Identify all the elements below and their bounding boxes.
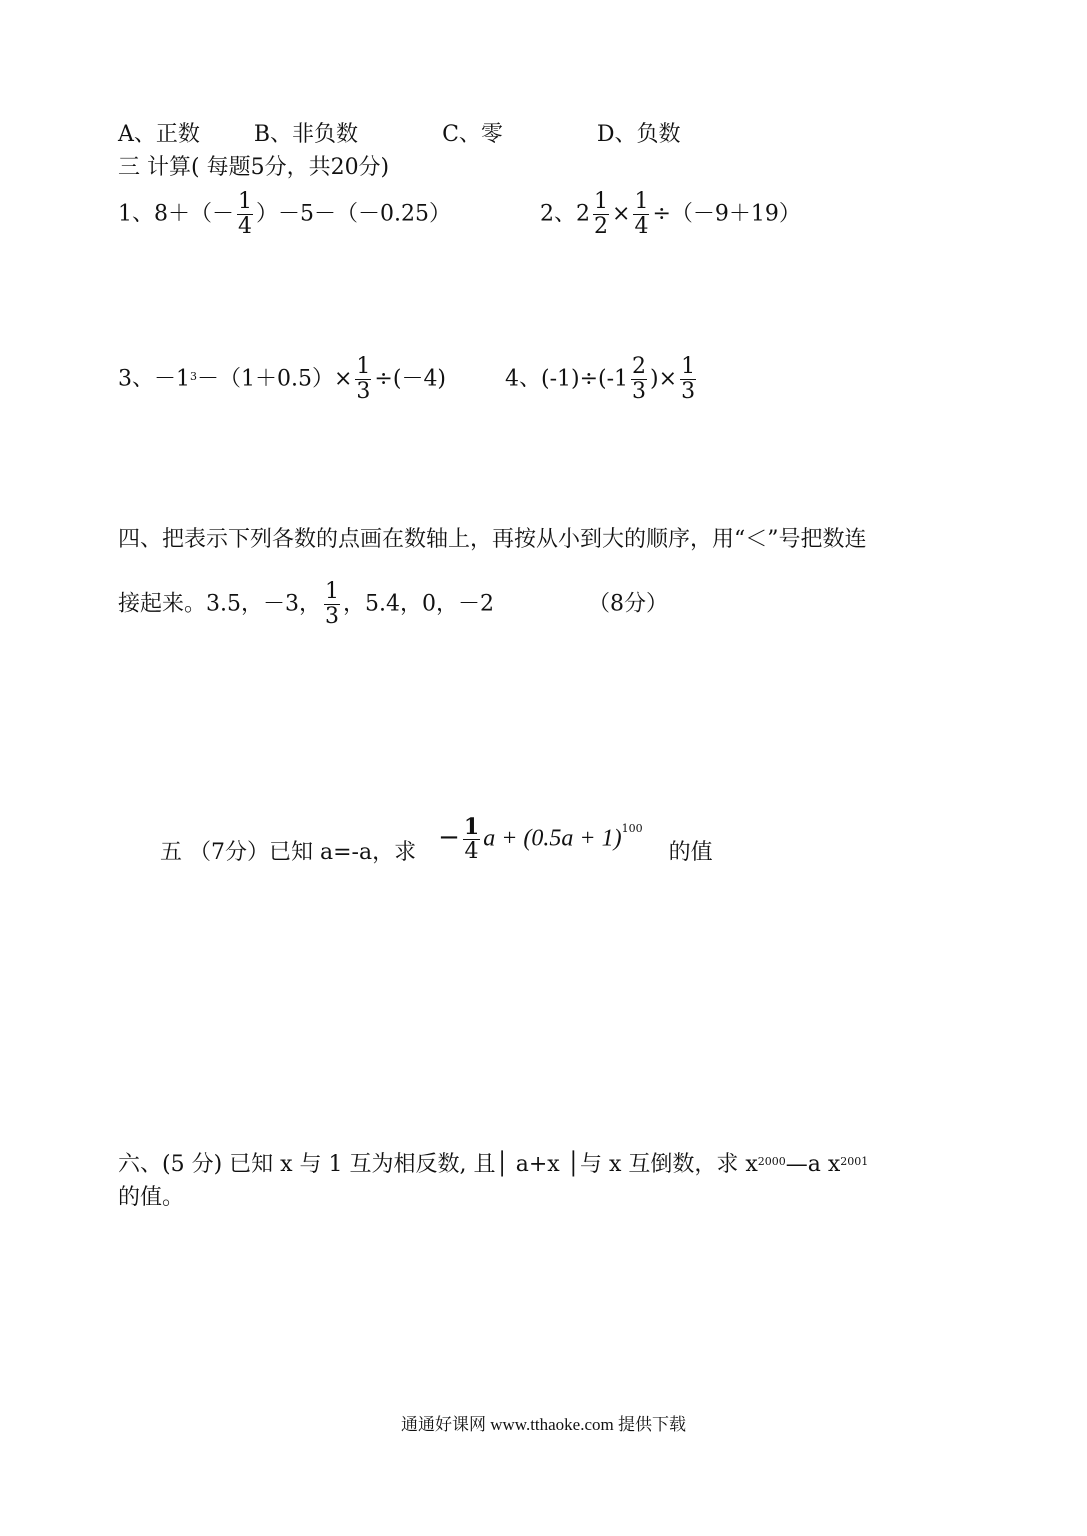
q1-suffix: ）－5－（－0.25） (256, 201, 451, 227)
q2-suffix: ÷（－9＋19） (652, 201, 801, 227)
section4-fraction (324, 580, 340, 629)
choice-a: A、正数 (118, 122, 200, 147)
q2-f2-numerator: 1 (634, 189, 649, 214)
section5-minus: − (438, 822, 460, 853)
section3-heading: 三 计算( 每题5分，共20分) (118, 155, 390, 180)
section4-line1: 四、把表示下列各数的点画在数轴上，再按从小到大的顺序，用“＜”号把数连 (118, 527, 867, 552)
section6-exponent-2: 2001 (840, 1155, 869, 1168)
section6-line1 (118, 1152, 868, 1181)
section6-line2: 的值。 (118, 1185, 185, 1210)
section4-denominator: 3 (325, 604, 339, 629)
section5-suffix: 的值 (668, 839, 713, 865)
q1-prefix: 1、8＋（－ (118, 201, 234, 227)
section4-suffix: ，5.4，0，－2 (343, 591, 494, 617)
section4-line2 (118, 580, 668, 629)
q1-denominator: 4 (238, 214, 252, 239)
q2-fraction-2 (633, 190, 649, 239)
q2-f2-denominator: 4 (634, 214, 649, 239)
choice-d: D、负数 (596, 122, 681, 147)
q3-numerator: 1 (356, 354, 371, 379)
section4-prefix: 接起来。3.5，－3， (118, 591, 321, 617)
q1-fraction (237, 190, 253, 239)
section6-exponent-1: 2000 (757, 1155, 786, 1168)
q2-f1-numerator: 1 (594, 189, 608, 214)
section5 (160, 815, 713, 864)
section5-numerator: 1 (463, 814, 480, 840)
choice-row (118, 122, 681, 148)
page-footer: 通通好课网 www.tthaoke.com 提供下载 (400, 1415, 687, 1434)
section4-numerator: 1 (325, 579, 339, 604)
question-2 (540, 190, 801, 239)
question-1 (118, 190, 451, 239)
q3-prefix: 3、－1 (118, 366, 190, 392)
choice-b: B、非负数 (253, 122, 359, 147)
q4-middle: )× (650, 366, 678, 392)
q4-f1-numerator: 2 (632, 354, 647, 379)
q3-fraction (355, 355, 371, 404)
q4-f1-denominator: 3 (632, 379, 647, 404)
section5-expression: a + (0.5a + 1) (483, 825, 622, 852)
q3-denominator: 3 (356, 379, 371, 404)
q3-exponent: 3 (190, 369, 197, 383)
q2-f1-denominator: 2 (594, 214, 608, 239)
q1-numerator: 1 (238, 189, 252, 214)
question-4 (505, 355, 699, 404)
section5-exponent: 100 (621, 821, 643, 835)
section6-text-b: —a x (785, 1152, 841, 1177)
q3-suffix: ÷(－4) (374, 366, 447, 392)
q4-prefix: 4、(-1)÷(-1 (505, 366, 629, 392)
q2-prefix: 2、2 (540, 201, 590, 227)
q4-f2-numerator: 1 (681, 354, 696, 379)
q4-f2-denominator: 3 (681, 379, 696, 404)
q3-middle: －（1＋0.5）× (197, 366, 353, 392)
section5-denominator: 4 (464, 839, 479, 864)
section6-text-a: 六、(5 分) 已知 x 与 1 互为相反数, 且│ a+x │与 x 互倒数，求 x (118, 1152, 758, 1177)
q2-times: × (612, 201, 631, 227)
q2-fraction-1 (593, 190, 609, 239)
choice-c: C、零 (442, 122, 503, 147)
question-3 (118, 355, 446, 404)
section4-points: （8分） (587, 591, 668, 617)
q4-fraction-1 (631, 355, 647, 404)
section5-fraction (463, 815, 480, 864)
q4-fraction-2 (680, 355, 696, 404)
section5-prefix: 五 （7分）已知 a=-a，求 (160, 839, 417, 865)
